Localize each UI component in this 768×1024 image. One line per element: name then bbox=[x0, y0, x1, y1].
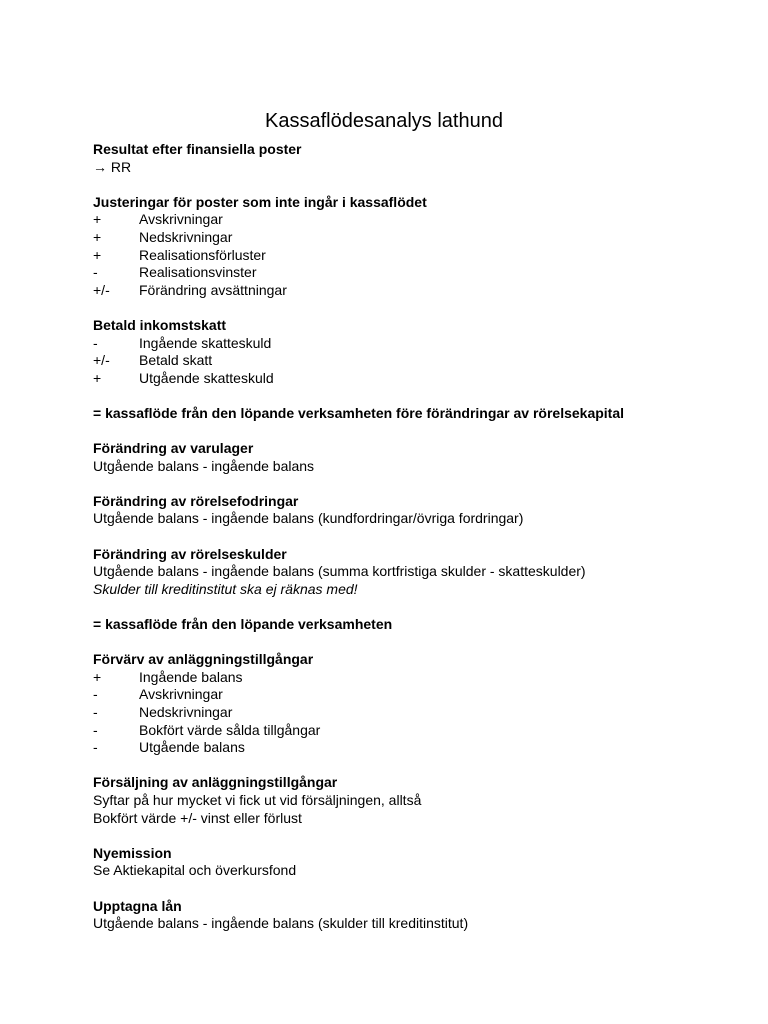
section-heading: Betald inkomstskatt bbox=[93, 316, 227, 333]
section-text: Bokfört värde +/- vinst eller förlust bbox=[93, 809, 302, 826]
item-sign: - bbox=[93, 721, 98, 738]
section-forsaljning bbox=[93, 774, 728, 827]
section-upptagna-lan bbox=[93, 898, 728, 933]
list-item bbox=[93, 704, 728, 722]
section-text: Se Aktiekapital och överkursfond bbox=[93, 862, 297, 879]
list-item bbox=[93, 282, 728, 300]
section-heading: Upptagna lån bbox=[93, 897, 182, 914]
section-heading: = kassaflöde från den löpande verksamheten före förändringar av rörelsekapital bbox=[93, 404, 625, 421]
item-sign: + bbox=[93, 211, 102, 228]
item-sign: + bbox=[93, 228, 102, 245]
section-subtotal-2 bbox=[93, 616, 728, 634]
item-text: Ingående skatteskuld bbox=[139, 334, 272, 351]
section-text: Utgående balans - ingående balans (skulder till kreditinstitut) bbox=[93, 915, 469, 932]
item-text: Avskrivningar bbox=[139, 686, 223, 703]
item-text: Ingående balans bbox=[139, 668, 243, 685]
section-inkomstskatt bbox=[93, 317, 728, 387]
section-resultat bbox=[93, 141, 728, 176]
list-item bbox=[93, 352, 728, 370]
list-item bbox=[93, 247, 728, 265]
section-subtotal-1 bbox=[93, 405, 728, 423]
item-sign: +/- bbox=[93, 352, 110, 369]
item-sign: - bbox=[93, 739, 98, 756]
section-text: → RR bbox=[93, 158, 132, 175]
item-sign: + bbox=[93, 246, 102, 263]
list-item bbox=[93, 686, 728, 704]
section-varulager bbox=[93, 440, 728, 475]
item-sign: - bbox=[93, 334, 98, 351]
item-text: Realisationsvinster bbox=[139, 264, 257, 281]
section-forvarv bbox=[93, 651, 728, 757]
item-text: Betald skatt bbox=[139, 352, 213, 369]
list-item bbox=[93, 264, 728, 282]
list-item bbox=[93, 335, 728, 353]
section-justeringar bbox=[93, 194, 728, 300]
section-heading: Försäljning av anläggningstillgångar bbox=[93, 774, 338, 791]
item-text: Utgående balans bbox=[139, 739, 245, 756]
section-rorelseskulder bbox=[93, 546, 728, 599]
item-sign: - bbox=[93, 704, 98, 720]
item-text: Utgående skatteskuld bbox=[139, 369, 274, 386]
section-rorelsefordringar bbox=[93, 493, 728, 528]
section-text: Utgående balans - ingående balans bbox=[93, 457, 315, 474]
item-text: Nedskrivningar bbox=[139, 704, 233, 720]
section-nyemission bbox=[93, 845, 728, 880]
section-text: Utgående balans - ingående balans (summa kortfristiga skulder - skatteskulder) bbox=[93, 563, 586, 580]
list-item bbox=[93, 739, 728, 757]
list-item bbox=[93, 211, 728, 229]
item-text: Realisationsförluster bbox=[139, 246, 266, 263]
section-text: Syftar på hur mycket vi fick ut vid försäljningen, alltså bbox=[93, 791, 422, 808]
document-title: Kassaflödesanalys lathund bbox=[265, 110, 503, 132]
section-note: Skulder till kreditinstitut ska ej räknas med! bbox=[93, 580, 358, 597]
section-heading: = kassaflöde från den löpande verksamheten bbox=[93, 616, 393, 633]
item-sign: + bbox=[93, 369, 102, 386]
section-heading: Justeringar för poster som inte ingår i kassaflödet bbox=[93, 193, 427, 210]
section-heading: Förvärv av anläggningstillgångar bbox=[93, 651, 314, 668]
section-heading: Nyemission bbox=[93, 844, 172, 861]
item-sign: +/- bbox=[93, 281, 110, 298]
section-heading: Resultat efter finansiella poster bbox=[93, 141, 302, 157]
item-text: Förändring avsättningar bbox=[139, 281, 287, 298]
list-item bbox=[93, 370, 728, 388]
list-item bbox=[93, 669, 728, 687]
item-sign: - bbox=[93, 686, 98, 703]
item-text: Avskrivningar bbox=[139, 211, 223, 228]
item-sign: + bbox=[93, 668, 102, 685]
list-item bbox=[93, 229, 728, 247]
section-heading: Förändring av varulager bbox=[93, 440, 254, 457]
section-text: Utgående balans - ingående balans (kundfordringar/övriga fordringar) bbox=[93, 510, 524, 527]
list-item bbox=[93, 722, 728, 740]
section-heading: Förändring av rörelseskulder bbox=[93, 545, 287, 562]
document-body bbox=[93, 141, 728, 933]
item-text: Bokfört värde sålda tillgångar bbox=[139, 721, 321, 738]
section-heading: Förändring av rörelsefodringar bbox=[93, 492, 299, 509]
item-sign: - bbox=[93, 264, 98, 281]
item-text: Nedskrivningar bbox=[139, 228, 233, 245]
